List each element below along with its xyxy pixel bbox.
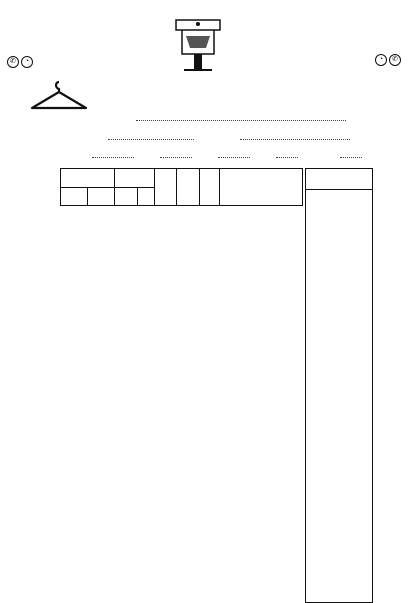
items-table	[60, 168, 303, 206]
qty-header	[200, 169, 220, 206]
block-field[interactable]	[276, 148, 298, 158]
shop-phone-ar	[374, 54, 402, 66]
normal-header	[138, 187, 155, 206]
deliver-date-field[interactable]	[108, 130, 194, 140]
right-notes	[376, 180, 408, 600]
dinar-header	[61, 187, 88, 206]
whatsapp-icon-ar: ◔	[375, 54, 387, 66]
dry-clean-header	[177, 169, 200, 206]
whatsapp-icon: ◔	[21, 56, 33, 68]
tel-field[interactable]	[92, 148, 134, 158]
shop-phone-en	[6, 56, 34, 68]
receive-date-field[interactable]	[240, 130, 350, 140]
subscription-column	[305, 168, 373, 603]
description-header	[220, 169, 303, 206]
price-header	[61, 169, 115, 188]
iron-header	[155, 169, 177, 206]
street-field[interactable]	[218, 148, 250, 158]
urgent-header	[115, 187, 138, 206]
left-notes	[0, 180, 58, 600]
service-header	[115, 169, 155, 188]
fils-header	[88, 187, 115, 206]
hanger-icon	[28, 78, 90, 114]
phone-icon: ✆	[7, 56, 19, 68]
name-field[interactable]	[136, 111, 346, 121]
house-field[interactable]	[160, 148, 192, 158]
phone-icon-ar: ✆	[389, 54, 401, 66]
region-field[interactable]	[340, 148, 362, 158]
ironing-logo-icon	[172, 14, 224, 76]
